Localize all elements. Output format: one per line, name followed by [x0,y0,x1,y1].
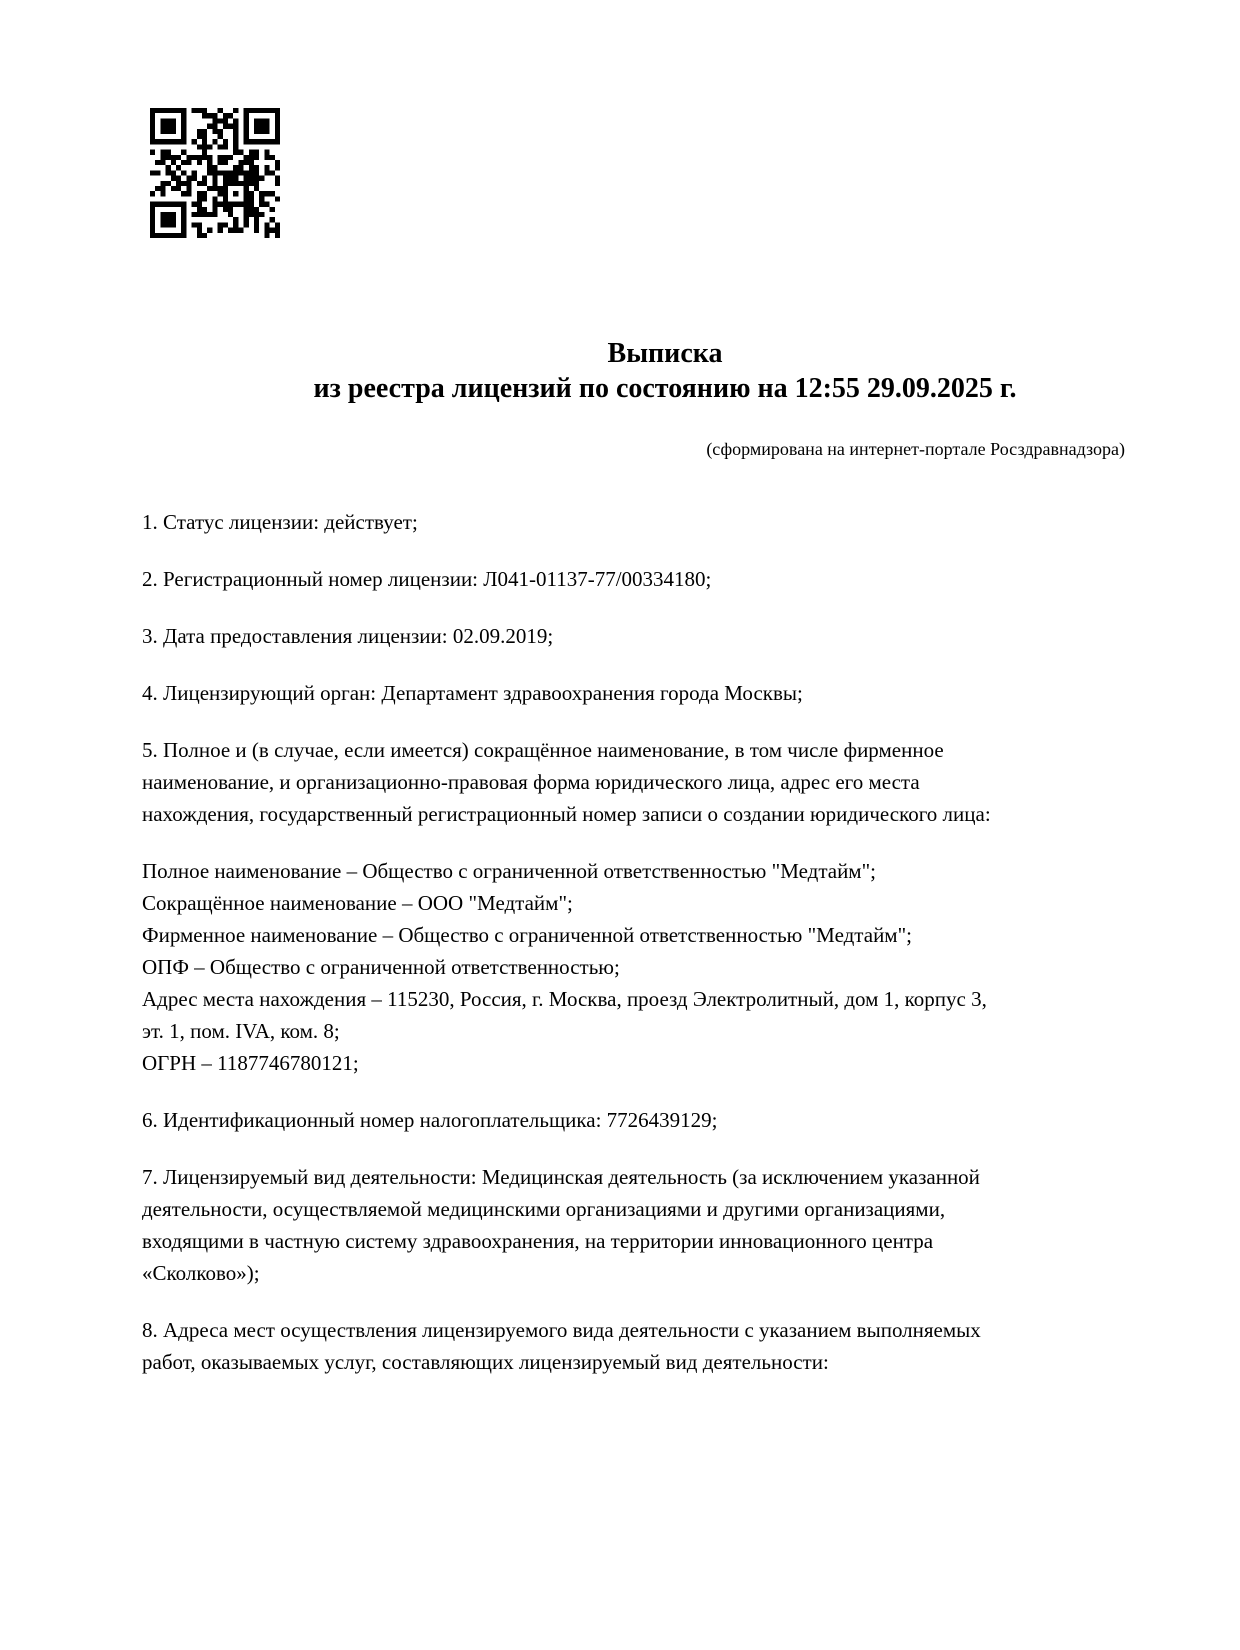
text-line: нахождения, государственный регистрационный номер записи о создании юридического лица: [142,802,991,826]
paragraph-licensed-activity [142,1161,1190,1289]
text-line: Адрес места нахождения – 115230, Россия, г. Москва, проезд Электролитный, дом 1, корпус 3, [142,987,987,1011]
text-line: 3. Дата предоставления лицензии: 02.09.2019; [142,624,554,648]
document-title [45,0,1240,406]
text-line: ОПФ – Общество с ограниченной ответственностью; [142,955,620,979]
paragraph-licensing-authority [142,677,1190,709]
paragraph-activity-addresses [142,1314,1190,1378]
title-line-1: Выписка [607,338,723,369]
text-line: эт. 1, пом. IVA, ком. 8; [142,1019,340,1043]
text-line: наименование, и организационно-правовая форма юридического лица, адрес его места [142,770,920,794]
paragraph-organization-details [142,855,1190,1079]
text-line: Полное наименование – Общество с ограниченной ответственностью "Медтайм"; [142,859,877,883]
paragraph-registration-number [142,563,1190,595]
text-line: 7. Лицензируемый вид деятельности: Медицинская деятельность (за исключением указанной [142,1165,980,1189]
text-line: 6. Идентификационный номер налогоплательщика: 7726439129; [142,1108,718,1132]
document-body [142,506,1190,1378]
paragraph-grant-date [142,620,1190,652]
text-line: Сокращённое наименование – ООО "Медтайм"; [142,891,573,915]
text-line: работ, оказываемых услуг, составляющих лицензируемый вид деятельности: [142,1350,829,1374]
paragraph-organization-info-heading [142,734,1190,830]
paragraph-taxpayer-id [142,1104,1190,1136]
text-line: 8. Адреса мест осуществления лицензируемого вида деятельности с указанием выполняемых [142,1318,981,1342]
text-line: 1. Статус лицензии: действует; [142,510,418,534]
text-line: 5. Полное и (в случае, если имеется) сокращённое наименование, в том числе фирменное [142,738,944,762]
text-line: 2. Регистрационный номер лицензии: Л041-01137-77/00334180; [142,567,712,591]
text-line: деятельности, осуществляемой медицинскими организациями и другими организациями, [142,1197,946,1221]
paragraph-license-status [142,506,1190,538]
text-line: ОГРН – 1187746780121; [142,1051,359,1075]
document-subtitle: (сформирована на интернет-портале Росздравнадзора) [706,439,1125,459]
text-line: «Сколково»); [142,1261,260,1285]
title-line-2: из реестра лицензий по состоянию на 12:55 29.09.2025 г. [313,373,1017,404]
text-line: Фирменное наименование – Общество с ограниченной ответственностью "Медтайм"; [142,923,912,947]
text-line: входящими в частную систему здравоохранения, на территории инновационного центра [142,1229,934,1253]
text-line: 4. Лицензирующий орган: Департамент здравоохранения города Москвы; [142,681,803,705]
